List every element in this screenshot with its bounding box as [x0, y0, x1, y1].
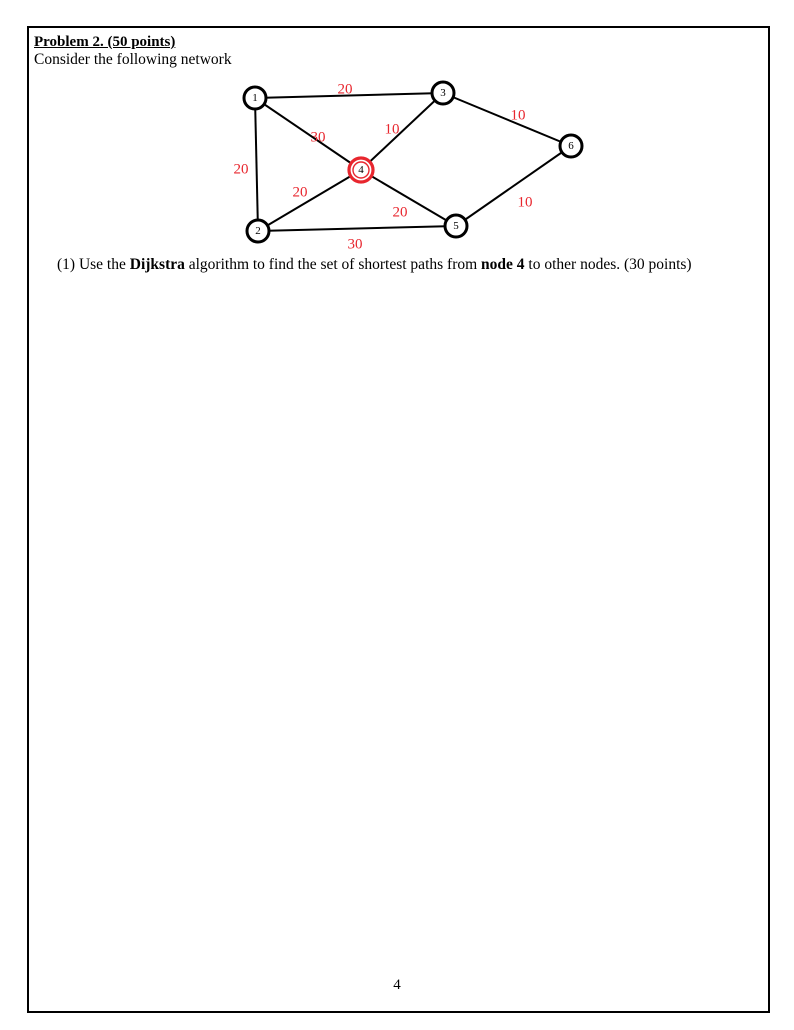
question-1: [57, 256, 692, 274]
edge-4-5: [361, 170, 456, 226]
edge-2-4: [258, 170, 361, 231]
edge-weight-2-4: 20: [292, 184, 308, 201]
node-6-label: 6: [568, 140, 574, 153]
node-2-label: 2: [255, 225, 261, 238]
edge-3-6: [443, 93, 571, 146]
edge-2-5: [258, 226, 456, 231]
edge-weight-2-5: 30: [347, 236, 363, 253]
network-graph: [0, 0, 794, 260]
question-node-ref: node 4: [481, 256, 525, 273]
edge-5-6: [456, 146, 571, 226]
edge-weight-4-5: 20: [392, 204, 408, 221]
edge-weight-3-4: 10: [384, 121, 400, 138]
graph-nodes: [244, 82, 582, 242]
question-middle: algorithm to find the set of shortest paths from: [184, 256, 482, 273]
edge-weight-3-6: 10: [510, 107, 526, 124]
problem-title: Problem 2. (50 points): [34, 34, 176, 50]
question-suffix: to other nodes. (30 points): [524, 256, 692, 273]
edge-1-2: [255, 98, 258, 231]
page-number: 4: [393, 977, 401, 993]
edge-3-4: [361, 93, 443, 170]
question-algorithm: Dijkstra: [129, 256, 185, 273]
edge-weight-1-4: 30: [310, 129, 326, 146]
edge-weight-1-3: 20: [337, 81, 353, 98]
edge-weight-5-6: 10: [517, 194, 533, 211]
problem-intro: Consider the following network: [34, 51, 232, 68]
question-prefix: (1) Use the: [57, 256, 130, 273]
edge-1-4: [255, 98, 361, 170]
node-3-label: 3: [440, 87, 446, 100]
node-4-label: 4: [358, 164, 364, 177]
edge-weight-1-2: 20: [233, 161, 249, 178]
graph-edge-weights: [234, 81, 533, 252]
node-5-label: 5: [453, 220, 459, 233]
node-1-label: 1: [252, 92, 258, 105]
